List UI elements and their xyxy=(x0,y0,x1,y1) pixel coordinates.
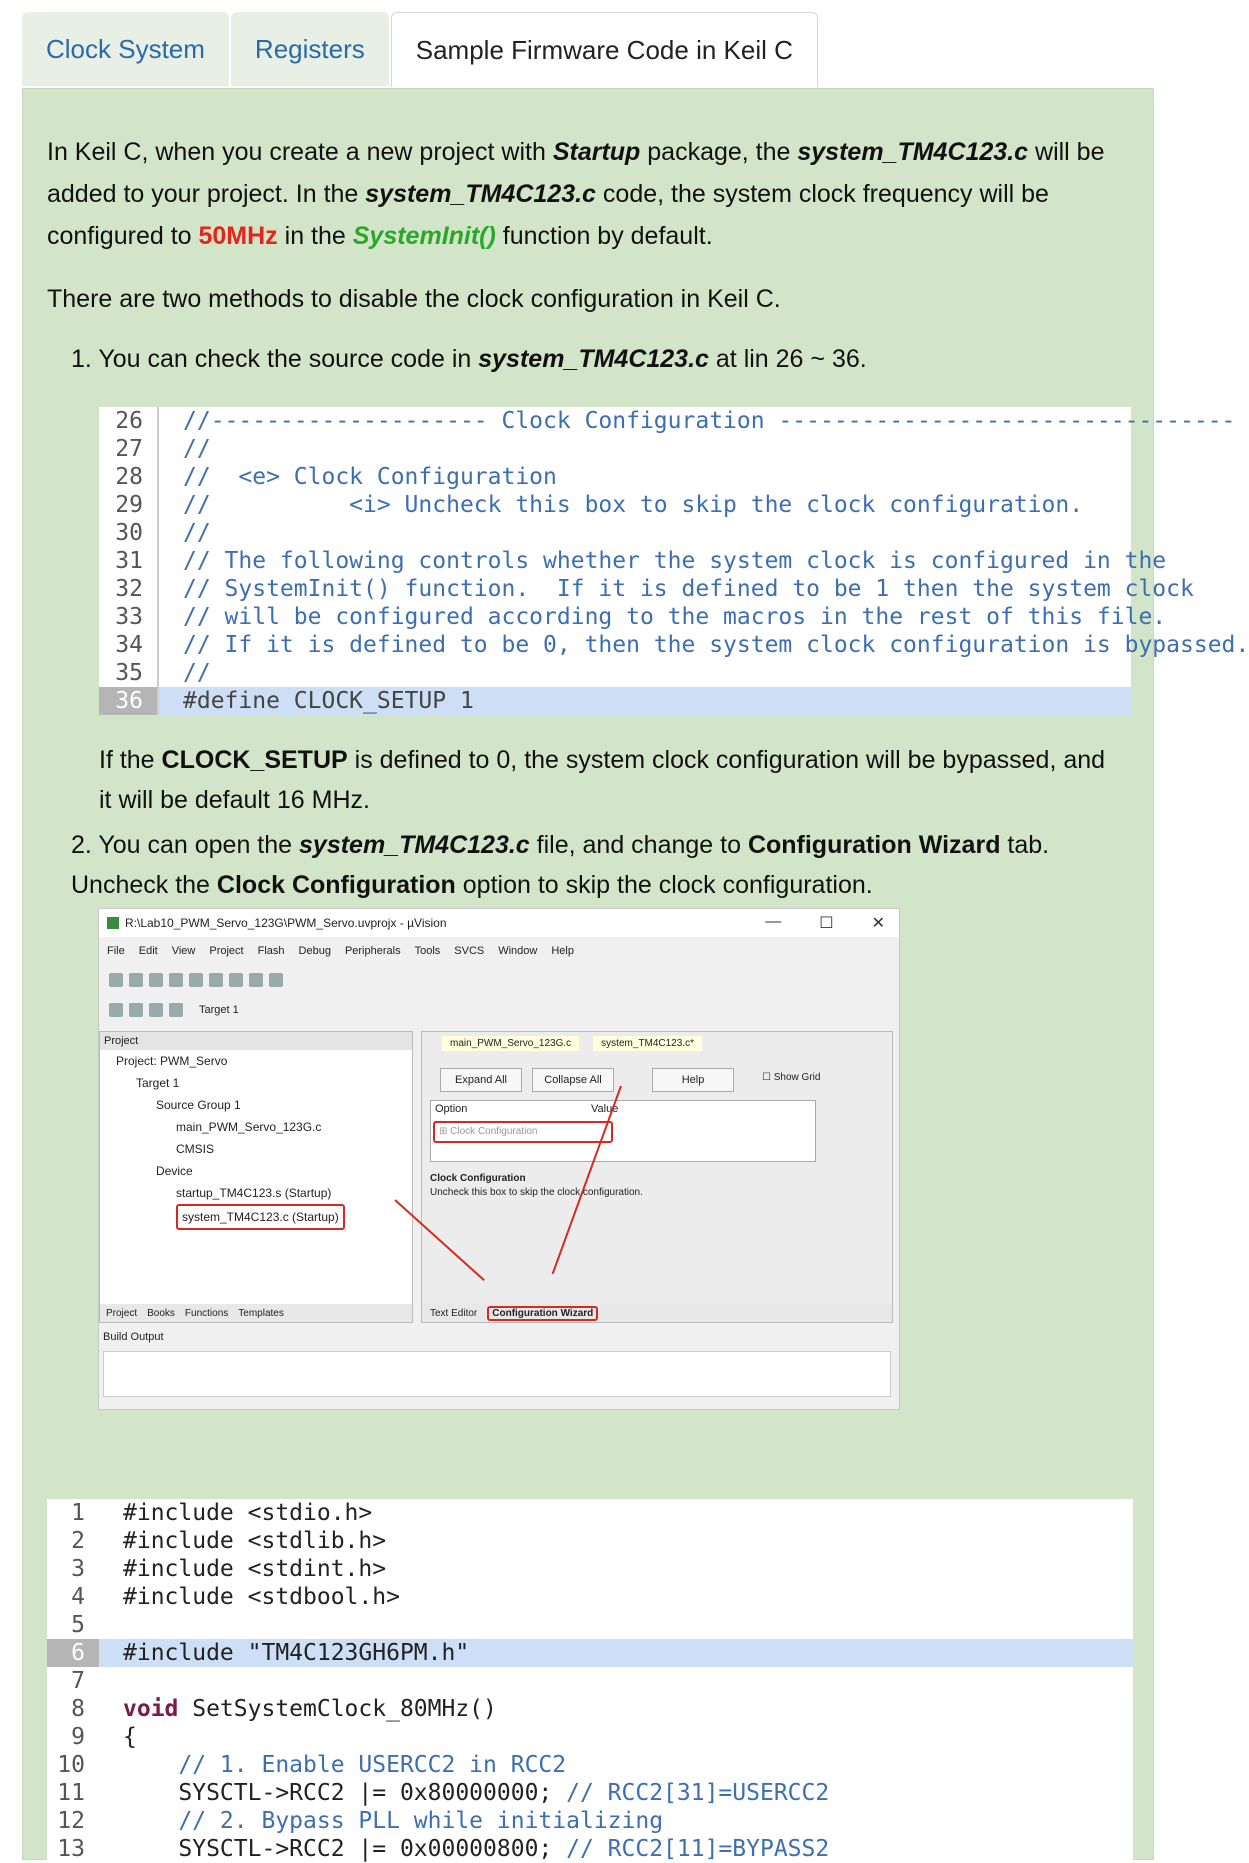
line-number: 12 xyxy=(57,1808,85,1834)
tree-item[interactable]: Source Group 1 xyxy=(156,1098,241,1112)
menu-item[interactable]: Help xyxy=(551,945,574,957)
tree-item[interactable]: CMSIS xyxy=(176,1142,215,1156)
tree-item[interactable]: Project: PWM_Servo xyxy=(116,1054,228,1068)
build-output-header: Build Output xyxy=(103,1331,164,1343)
code-text: void SetSystemClock_80MHz() xyxy=(123,1696,497,1722)
code-text: // xyxy=(183,660,211,686)
line-number: 5 xyxy=(71,1612,85,1638)
menu-item[interactable]: Project xyxy=(209,945,244,957)
code-line xyxy=(47,1667,1133,1695)
function-name: SystemInit() xyxy=(352,222,496,250)
config-wizard-pane xyxy=(421,1031,893,1323)
project-tree xyxy=(100,1050,412,1230)
tree-item[interactable]: startup_TM4C123.s (Startup) xyxy=(176,1186,332,1200)
menu-item[interactable]: Window xyxy=(498,945,538,957)
redo-icon[interactable] xyxy=(269,973,283,987)
code-line xyxy=(47,1555,1133,1583)
menu-item[interactable]: Tools xyxy=(414,945,441,957)
code-text: // xyxy=(183,436,211,462)
save-all-icon[interactable] xyxy=(169,973,183,987)
code-line xyxy=(99,519,1131,547)
copy-icon[interactable] xyxy=(209,973,223,987)
code-line xyxy=(47,1695,1133,1723)
uvision-screenshot xyxy=(98,908,900,1410)
maximize-icon[interactable]: ☐ xyxy=(819,915,834,932)
code-line xyxy=(47,1779,1133,1807)
code-block-main xyxy=(47,1499,1133,1861)
tree-item[interactable]: main_PWM_Servo_123G.c xyxy=(176,1120,322,1134)
batch-build-icon[interactable] xyxy=(149,1003,163,1017)
line-number: 31 xyxy=(99,547,159,575)
code-line xyxy=(99,687,1131,715)
code-line xyxy=(47,1723,1133,1751)
tab-registers[interactable]: Registers xyxy=(231,12,389,86)
file-name: system_TM4C123.c xyxy=(365,180,596,208)
line-number: 28 xyxy=(99,463,159,491)
code-line xyxy=(99,603,1167,631)
clock-setup-note: If the CLOCK_SETUP is defined to 0, the system clock configuration will be bypassed, and it will be default 16 MHz. xyxy=(99,746,1106,814)
build-output-text xyxy=(103,1351,891,1397)
code-line xyxy=(47,1611,1133,1639)
tab-books[interactable]: Books xyxy=(147,1307,175,1319)
code-line xyxy=(47,1639,1133,1667)
code-text: #define CLOCK_SETUP 1 xyxy=(183,688,474,714)
code-text xyxy=(99,1667,123,1695)
toolbar-2 xyxy=(99,997,899,1023)
line-number: 35 xyxy=(99,659,159,687)
toolbar-1 xyxy=(99,967,899,993)
code-text: #include <stdbool.h> xyxy=(123,1584,400,1610)
code-text: // SystemInit() function. If it is defined to be 1 then the system clock xyxy=(183,576,1194,602)
code-text: // will be configured according to the macros in the rest of this file. xyxy=(183,604,1167,630)
code-line xyxy=(47,1751,1133,1779)
step-1: 1. You can check the source code in system_TM4C123.c at lin 26 ~ 36. xyxy=(71,345,867,373)
line-number: 36 xyxy=(99,687,159,715)
minimize-icon[interactable]: — xyxy=(765,913,782,930)
code-block-system-config xyxy=(99,407,1249,715)
expand-all-button[interactable]: Expand All xyxy=(440,1068,522,1092)
col-option: Option xyxy=(435,1103,468,1115)
menu-item[interactable]: SVCS xyxy=(454,945,485,957)
code-text: // xyxy=(183,520,211,546)
app-icon xyxy=(107,917,119,929)
editor-tab-system[interactable]: system_TM4C123.c* xyxy=(593,1036,702,1051)
code-text: #include "TM4C123GH6PM.h" xyxy=(123,1640,470,1666)
build-output-pane xyxy=(99,1329,899,1409)
new-file-icon[interactable] xyxy=(109,973,123,987)
code-line xyxy=(47,1807,1133,1835)
tab-templates[interactable]: Templates xyxy=(238,1307,284,1319)
open-icon[interactable] xyxy=(129,973,143,987)
tree-item[interactable]: Target 1 xyxy=(136,1076,180,1090)
project-pane-tabs xyxy=(100,1304,412,1322)
code-line xyxy=(99,435,1131,463)
code-text: //-------------------- Clock Configuration --------------------------------- xyxy=(183,408,1236,434)
code-text: // 2. Bypass PLL while initializing xyxy=(123,1808,664,1834)
line-number: 6 xyxy=(47,1639,99,1667)
menu-item[interactable]: Edit xyxy=(138,945,158,957)
tab-sample-firmware[interactable]: Sample Firmware Code in Keil C xyxy=(391,12,818,87)
code-line xyxy=(99,547,1167,575)
menu-item[interactable]: Debug xyxy=(298,945,331,957)
code-line xyxy=(99,491,1131,519)
line-number: 27 xyxy=(99,435,159,463)
menu-item[interactable]: Peripherals xyxy=(344,945,401,957)
editor-bottom-tabs xyxy=(422,1304,892,1322)
line-number: 1 xyxy=(71,1500,85,1526)
tab-project[interactable]: Project xyxy=(106,1307,138,1319)
line-number: 32 xyxy=(99,575,159,603)
close-icon[interactable]: ✕ xyxy=(871,915,885,932)
code-line xyxy=(47,1835,1133,1863)
menu-item[interactable]: File xyxy=(107,945,125,957)
line-number: 4 xyxy=(71,1584,85,1610)
collapse-all-button[interactable]: Collapse All xyxy=(532,1068,614,1092)
code-text: // If it is defined to be 0, then the system clock configuration is bypassed. xyxy=(183,632,1249,658)
tree-item[interactable]: Device xyxy=(156,1164,193,1178)
code-text: #include <stdlib.h> xyxy=(123,1528,387,1554)
code-text: // <e> Clock Configuration xyxy=(183,464,557,490)
code-line xyxy=(99,575,1194,603)
code-line xyxy=(99,407,1236,435)
code-text: // <i> Uncheck this box to skip the clock configuration. xyxy=(183,492,1084,518)
project-pane xyxy=(99,1031,413,1323)
line-number: 9 xyxy=(71,1724,85,1750)
code-line xyxy=(99,631,1249,659)
paste-icon[interactable] xyxy=(229,973,243,987)
download-icon[interactable] xyxy=(169,1003,183,1017)
line-number: 10 xyxy=(57,1752,85,1778)
option-grid xyxy=(430,1100,816,1162)
code-text: // The following controls whether the system clock is configured in the xyxy=(183,548,1167,574)
undo-icon[interactable] xyxy=(249,973,263,987)
clock-config-option[interactable]: ⊞ Clock Configuration xyxy=(433,1121,613,1143)
code-text: #include <stdio.h> xyxy=(123,1500,373,1526)
freq-value: 50MHz xyxy=(198,222,278,250)
code-text: // 1. Enable USERCC2 in RCC2 xyxy=(123,1752,567,1778)
line-number: 3 xyxy=(71,1556,85,1582)
save-icon[interactable] xyxy=(149,973,163,987)
code-line xyxy=(99,659,1131,687)
tab-bar xyxy=(22,12,818,88)
window-titlebar xyxy=(99,909,899,937)
rebuild-icon[interactable] xyxy=(129,1003,143,1017)
menu-bar xyxy=(99,945,574,965)
code-text: { xyxy=(123,1724,137,1750)
editor-tabs xyxy=(442,1036,702,1051)
startup-term: Startup xyxy=(552,138,641,166)
code-text xyxy=(99,1611,123,1639)
code-text: SYSCTL->RCC2 |= 0x80000000; // RCC2[31]=USERCC2 xyxy=(123,1780,830,1806)
step-2: 2. You can open the system_TM4C123.c file, and change to Configuration Wizard tab. Uncheck the Clock Configuration option to skip the clock configuration. xyxy=(71,831,1050,899)
tree-item-system-file[interactable]: system_TM4C123.c (Startup) xyxy=(176,1204,345,1230)
help-button[interactable]: Help xyxy=(652,1068,734,1092)
line-number: 8 xyxy=(71,1696,85,1722)
methods-text: There are two methods to disable the clock configuration in Keil C. xyxy=(47,285,781,313)
cut-icon[interactable] xyxy=(189,973,203,987)
editor-tab-main[interactable]: main_PWM_Servo_123G.c xyxy=(442,1036,579,1051)
col-value: Value xyxy=(591,1103,619,1115)
intro-paragraph: In Keil C, when you create a new project with Startup package, the system_TM4C123.c will be added to your project. In the system_TM4C123.c code, the system clock frequency will be configured to 50MHz in the SystemInit() function by default. xyxy=(47,138,1105,250)
code-line xyxy=(47,1499,1133,1527)
tab-text-editor[interactable]: Text Editor xyxy=(430,1307,478,1319)
tab-configuration-wizard[interactable]: Configuration Wizard xyxy=(487,1306,598,1321)
line-number: 33 xyxy=(99,603,159,631)
line-number: 30 xyxy=(99,519,159,547)
line-number: 2 xyxy=(71,1528,85,1554)
file-name: system_TM4C123.c xyxy=(797,138,1029,166)
option-description: Clock Configuration Uncheck this box to skip the clock configuration. xyxy=(430,1173,643,1198)
tab-clock-system[interactable]: Clock System xyxy=(22,12,229,86)
menu-item[interactable]: Flash xyxy=(257,945,285,957)
tab-functions[interactable]: Functions xyxy=(184,1307,229,1319)
line-number: 11 xyxy=(57,1780,85,1806)
line-number: 26 xyxy=(99,407,159,435)
code-text: SYSCTL->RCC2 |= 0x00000800; // RCC2[11]=BYPASS2 xyxy=(123,1836,830,1862)
show-grid-checkbox[interactable]: ☐ Show Grid xyxy=(762,1072,821,1083)
line-number: 13 xyxy=(57,1836,85,1862)
window-title: R:\Lab10_PWM_Servo_123G\PWM_Servo.uvprojx - µVision xyxy=(125,916,447,930)
code-line xyxy=(47,1527,1133,1555)
build-icon[interactable] xyxy=(109,1003,123,1017)
target-select[interactable]: Target 1 xyxy=(199,1004,239,1016)
code-text: #include <stdint.h> xyxy=(123,1556,387,1582)
code-line xyxy=(47,1583,1133,1611)
code-line xyxy=(99,463,1131,491)
line-number: 29 xyxy=(99,491,159,519)
project-pane-header: Project xyxy=(100,1032,412,1050)
menu-item[interactable]: View xyxy=(171,945,196,957)
line-number: 7 xyxy=(71,1668,85,1694)
line-number: 34 xyxy=(99,631,159,659)
